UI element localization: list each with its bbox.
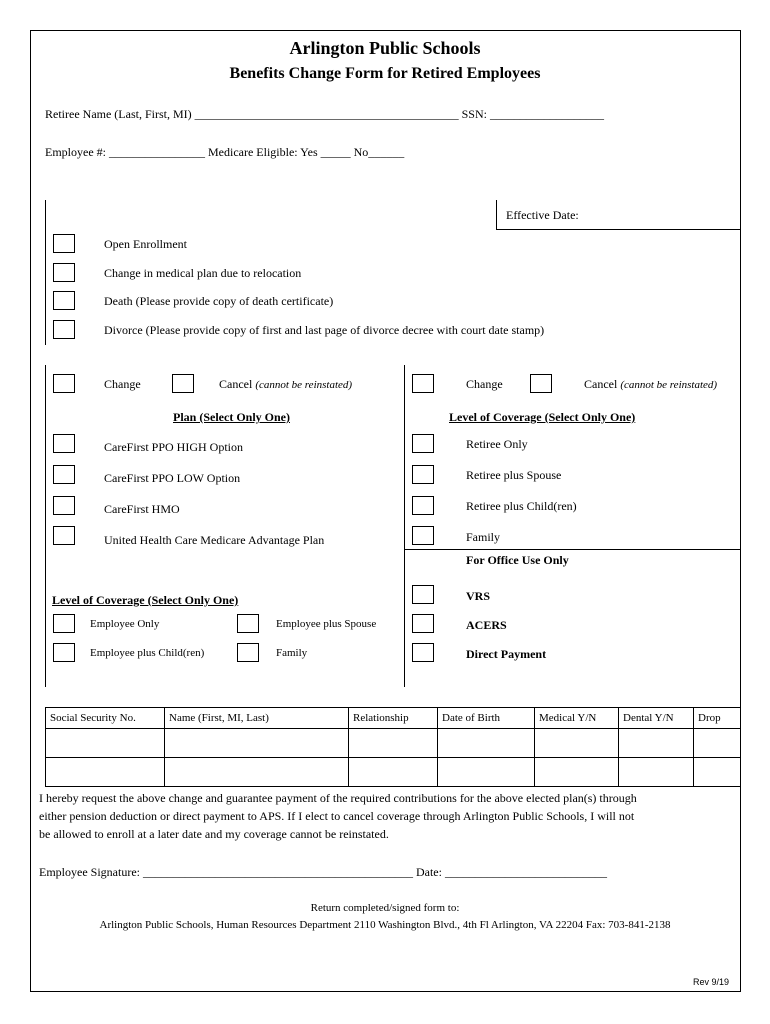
open-enrollment-label: Open Enrollment (104, 237, 187, 251)
dental-level-heading: Level of Coverage (Select Only One) (449, 410, 636, 424)
agreement-line-1: I hereby request the above change and guarantee payment of the required contributions for the above elected plan(s) through (39, 791, 637, 805)
hmo-checkbox[interactable] (53, 496, 75, 515)
col-relationship: Relationship (349, 708, 438, 729)
medical-cell[interactable] (535, 729, 619, 758)
employee-only-checkbox[interactable] (53, 614, 75, 633)
table-row (46, 729, 741, 758)
retiree-spouse-label: Retiree plus Spouse (466, 468, 562, 482)
dob-cell[interactable] (438, 729, 535, 758)
vrs-label: VRS (466, 589, 491, 603)
life-event-left-border (45, 200, 46, 345)
direct-payment-checkbox[interactable] (412, 643, 434, 662)
direct-payment-label: Direct Payment (466, 647, 547, 661)
dental-cell[interactable] (619, 758, 694, 787)
return-address: Arlington Public Schools, Human Resources Department 2110 Washington Blvd., 4th Fl Arlington, VA 22204 Fax: 703-841-2138 (99, 919, 671, 931)
hmo-label: CareFirst HMO (104, 502, 180, 516)
divorce-checkbox[interactable] (53, 320, 75, 339)
ppo-high-label: CareFirst PPO HIGH Option (104, 440, 244, 454)
death-checkbox[interactable] (53, 291, 75, 310)
relationship-cell[interactable] (349, 758, 438, 787)
acers-checkbox[interactable] (412, 614, 434, 633)
employee-number-field[interactable]: Employee #: ________________ Medicare Eligible: Yes _____ No______ (45, 145, 405, 159)
relocation-checkbox[interactable] (53, 263, 75, 282)
org-title: Arlington Public Schools (289, 38, 481, 58)
retiree-spouse-checkbox[interactable] (412, 465, 434, 484)
signature-line[interactable]: Employee Signature: _____________________________________________ Date: ___________________________ (39, 865, 607, 879)
open-enrollment-checkbox[interactable] (53, 234, 75, 253)
revision-label: Rev 9/19 (693, 977, 730, 987)
retiree-children-checkbox[interactable] (412, 496, 434, 515)
col-name: Name (First, MI, Last) (165, 708, 349, 729)
retiree-family-checkbox[interactable] (412, 526, 434, 545)
ppo-low-label: CareFirst PPO LOW Option (104, 471, 241, 485)
agreement-line-2: either pension deduction or direct payment to APS. If I elect to cancel coverage through Arlington Public Schools, I will not (39, 809, 635, 823)
col-drop: Drop (694, 708, 741, 729)
vrs-checkbox[interactable] (412, 585, 434, 604)
medical-cancel-checkbox[interactable] (172, 374, 194, 393)
death-label: Death (Please provide copy of death certificate) (104, 294, 334, 308)
medical-left-border (45, 365, 46, 687)
ssn-cell[interactable] (46, 758, 165, 787)
dental-cancel-label: Cancel (cannot be reinstated) (584, 377, 718, 391)
medical-coverage-heading: Medical Coverage (53, 346, 177, 363)
relationship-cell[interactable] (349, 729, 438, 758)
name-cell[interactable] (165, 758, 349, 787)
ssn-cell[interactable] (46, 729, 165, 758)
medical-change-checkbox[interactable] (53, 374, 75, 393)
ppo-low-checkbox[interactable] (53, 465, 75, 484)
dental-cancel-checkbox[interactable] (530, 374, 552, 393)
dependents-table (45, 707, 741, 787)
col-ssn: Social Security No. (46, 708, 165, 729)
employee-family-label: Family (276, 647, 308, 659)
employee-children-checkbox[interactable] (53, 643, 75, 662)
acers-label: ACERS (466, 618, 507, 632)
medical-change-label: Change (104, 377, 141, 391)
retiree-only-checkbox[interactable] (412, 434, 434, 453)
uhc-medicare-checkbox[interactable] (53, 526, 75, 545)
drop-cell[interactable] (694, 729, 741, 758)
col-medical: Medical Y/N (535, 708, 619, 729)
retiree-only-label: Retiree Only (466, 437, 528, 451)
retiree-family-label: Family (466, 530, 501, 544)
office-use-divider (404, 549, 741, 550)
dental-coverage-heading: Dental Coverage – Delta Dental (411, 346, 627, 363)
employee-only-label: Employee Only (90, 618, 160, 630)
divorce-label: Divorce (Please provide copy of first and last page of divorce decree with court date stamp) (104, 323, 545, 337)
employee-children-label: Employee plus Child(ren) (90, 647, 205, 659)
col-dental: Dental Y/N (619, 708, 694, 729)
dental-change-label: Change (466, 377, 503, 391)
ppo-high-checkbox[interactable] (53, 434, 75, 453)
dob-cell[interactable] (438, 758, 535, 787)
relocation-label: Change in medical plan due to relocation (104, 266, 302, 280)
employee-family-checkbox[interactable] (237, 643, 259, 662)
drop-cell[interactable] (694, 758, 741, 787)
uhc-medicare-label: United Health Care Medicare Advantage Plan (104, 533, 325, 547)
return-instructions: Return completed/signed form to: (310, 902, 460, 914)
name-cell[interactable] (165, 729, 349, 758)
table-row (46, 758, 741, 787)
retiree-children-label: Retiree plus Child(ren) (466, 499, 577, 513)
retiree-name-field[interactable]: Retiree Name (Last, First, MI) ____________________________________________ SSN: ___________________ (45, 107, 604, 121)
employee-spouse-label: Employee plus Spouse (276, 618, 377, 630)
dental-cell[interactable] (619, 729, 694, 758)
medical-cancel-label: Cancel (cannot be reinstated) (219, 377, 353, 391)
dental-change-checkbox[interactable] (412, 374, 434, 393)
coverage-divider (404, 365, 405, 687)
medical-level-heading: Level of Coverage (Select Only One) (52, 593, 239, 607)
dependents-header-row (46, 708, 741, 729)
effective-date-label: Effective Date: (506, 208, 579, 222)
medical-plan-heading: Plan (Select Only One) (173, 410, 290, 424)
col-dob: Date of Birth (438, 708, 535, 729)
office-use-heading: For Office Use Only (466, 553, 569, 567)
medical-cell[interactable] (535, 758, 619, 787)
employee-spouse-checkbox[interactable] (237, 614, 259, 633)
form-title: Benefits Change Form for Retired Employees (229, 65, 541, 82)
agreement-line-3: be allowed to enroll at a later date and my coverage cannot be reinstated. (39, 827, 389, 841)
